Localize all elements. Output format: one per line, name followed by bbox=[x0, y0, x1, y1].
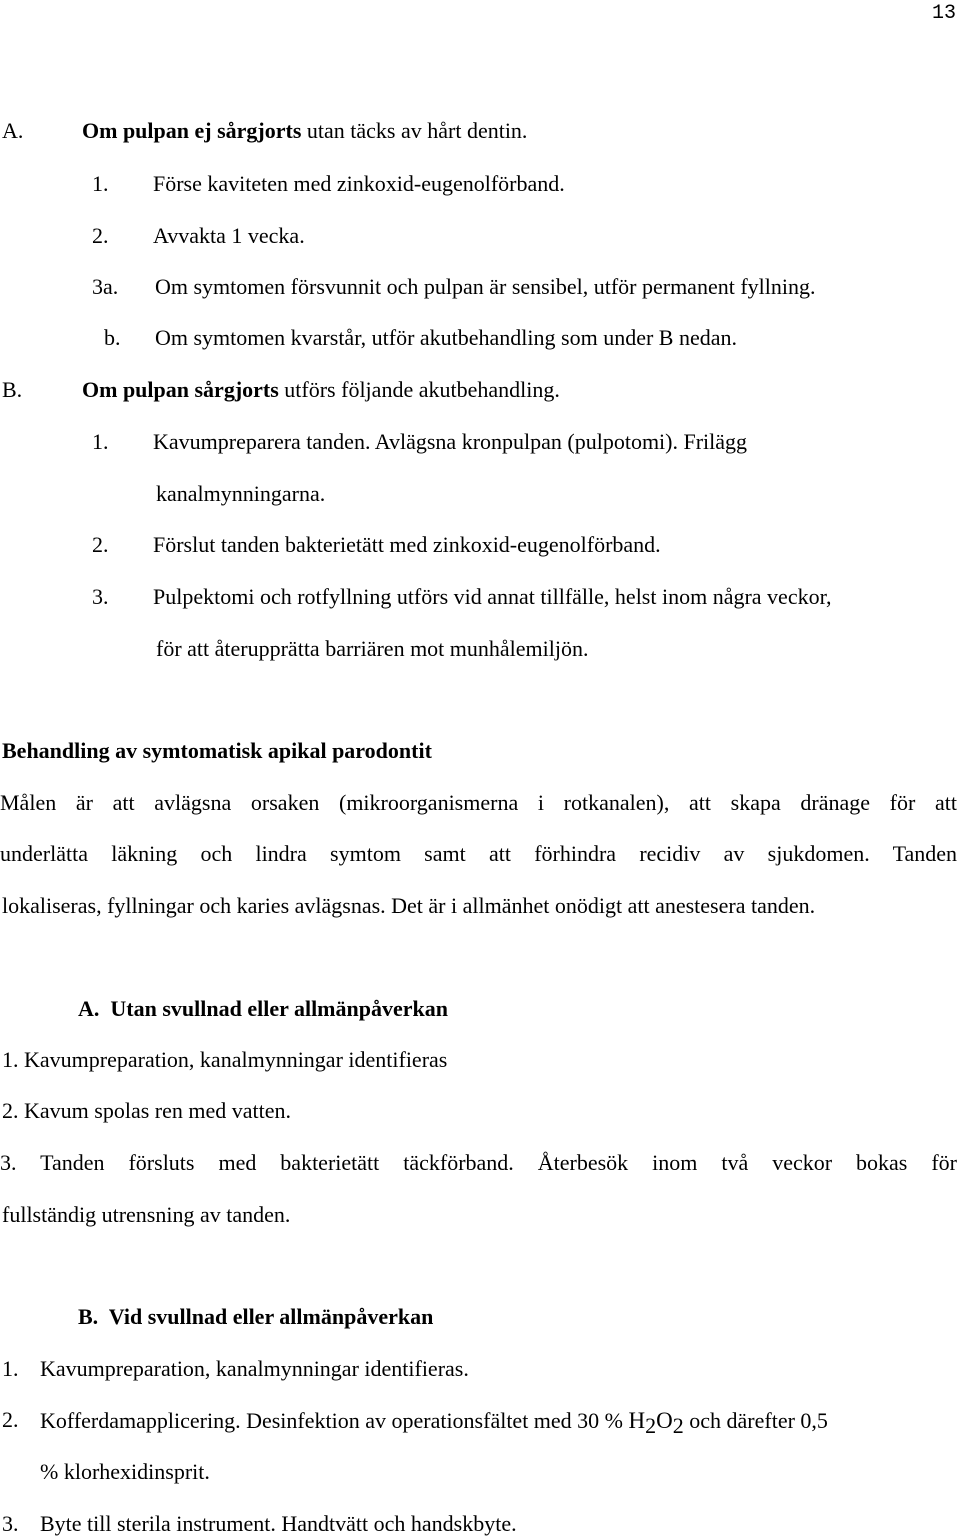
section-b-item-num: 1. bbox=[92, 429, 109, 454]
section-b-title-bold: Om pulpan sårgjorts bbox=[82, 377, 279, 402]
sub-b-item2-pre: Kofferdamapplicering. Desinfektion av operationsfältet med 30 % bbox=[40, 1408, 629, 1433]
sub-b-item-num: 1. bbox=[2, 1356, 19, 1381]
section-a-item-num: 3a. bbox=[92, 274, 119, 299]
sub-a-item: 3. Tanden försluts med bakterietätt täckförband. Återbesök inom två veckor bokas för bbox=[0, 1150, 957, 1175]
section-b-item-text: Kavumpreparera tanden. Avlägsna kronpulpan (pulpotomi). Frilägg bbox=[153, 429, 748, 454]
apical-paragraph-line: Målen är att avlägsna orsaken (mikroorganismerna i rotkanalen), att skapa dränage för att bbox=[0, 790, 957, 815]
sub-b-heading: B. Vid svullnad eller allmänpåverkan bbox=[78, 1304, 434, 1329]
sub-a-item: 1. Kavumpreparation, kanalmynningar identifieras bbox=[2, 1047, 448, 1072]
sub-b-item-num: 3. bbox=[2, 1511, 19, 1536]
sub-a-item-cont: fullständig utrensning av tanden. bbox=[2, 1202, 291, 1227]
apical-paragraph-line: underlätta läkning och lindra symtom samt att förhindra recidiv av sjukdomen. Tanden bbox=[0, 841, 957, 866]
section-b-title bbox=[82, 379, 560, 401]
section-a-item-num: 2. bbox=[92, 223, 109, 248]
chem-o: O bbox=[656, 1408, 673, 1433]
apical-paragraph-line: lokaliseras, fyllningar och karies avlägsnas. Det är i allmänhet onödigt att anestesera tanden. bbox=[2, 893, 816, 918]
section-b-item-text: Pulpektomi och rotfyllning utförs vid annat tillfälle, helst inom några veckor, bbox=[153, 584, 832, 609]
sub-b-item-text: Byte till sterila instrument. Handtvätt och handskbyte. bbox=[40, 1511, 517, 1536]
sub-b-item-text: Kavumpreparation, kanalmynningar identifieras. bbox=[40, 1356, 469, 1381]
section-a-item-text: Avvakta 1 vecka. bbox=[153, 223, 305, 248]
section-a-item-num: b. bbox=[104, 325, 121, 350]
section-b-item-text-cont: för att återupprätta barriären mot munhålemiljön. bbox=[156, 636, 589, 661]
section-a-item-num: 1. bbox=[92, 171, 109, 196]
chem-h-sub: 2 bbox=[645, 1413, 657, 1438]
section-b-title-rest: utförs följande akutbehandling. bbox=[278, 377, 560, 402]
sub-b-item-num: 2. bbox=[2, 1407, 19, 1432]
sub-b-item2-post: och därefter 0,5 bbox=[683, 1408, 828, 1433]
section-b-item-num: 2. bbox=[92, 532, 109, 557]
section-a-item-text: Om symtomen kvarstår, utför akutbehandling som under B nedan. bbox=[155, 325, 738, 350]
chem-h: H bbox=[628, 1408, 646, 1433]
section-a-title bbox=[82, 120, 527, 142]
section-a-title-rest: utan täcks av hårt dentin. bbox=[301, 118, 528, 143]
section-a-marker: A. bbox=[2, 118, 24, 143]
section-a-item-text: Om symtomen försvunnit och pulpan är sensibel, utför permanent fyllning. bbox=[155, 274, 816, 299]
section-b-item-text: Förslut tanden bakterietätt med zinkoxid-eugenolförband. bbox=[153, 532, 661, 557]
page-number: 13 bbox=[931, 2, 956, 25]
sub-b-item-text bbox=[40, 1408, 828, 1438]
section-a-title-bold: Om pulpan ej sårgjorts bbox=[82, 118, 302, 143]
sub-a-heading: A. Utan svullnad eller allmänpåverkan bbox=[78, 996, 448, 1021]
apical-heading: Behandling av symtomatisk apikal parodontit bbox=[2, 738, 432, 763]
chem-o-sub: 2 bbox=[672, 1413, 684, 1438]
section-a-item-text: Förse kaviteten med zinkoxid-eugenolförband. bbox=[153, 171, 565, 196]
sub-a-item: 2. Kavum spolas ren med vatten. bbox=[2, 1098, 291, 1123]
section-b-marker: B. bbox=[2, 377, 23, 402]
section-b-item-num: 3. bbox=[92, 584, 109, 609]
sub-b-item-text-cont: % klorhexidinsprit. bbox=[40, 1459, 210, 1484]
section-b-item-text-cont: kanalmynningarna. bbox=[156, 481, 326, 506]
